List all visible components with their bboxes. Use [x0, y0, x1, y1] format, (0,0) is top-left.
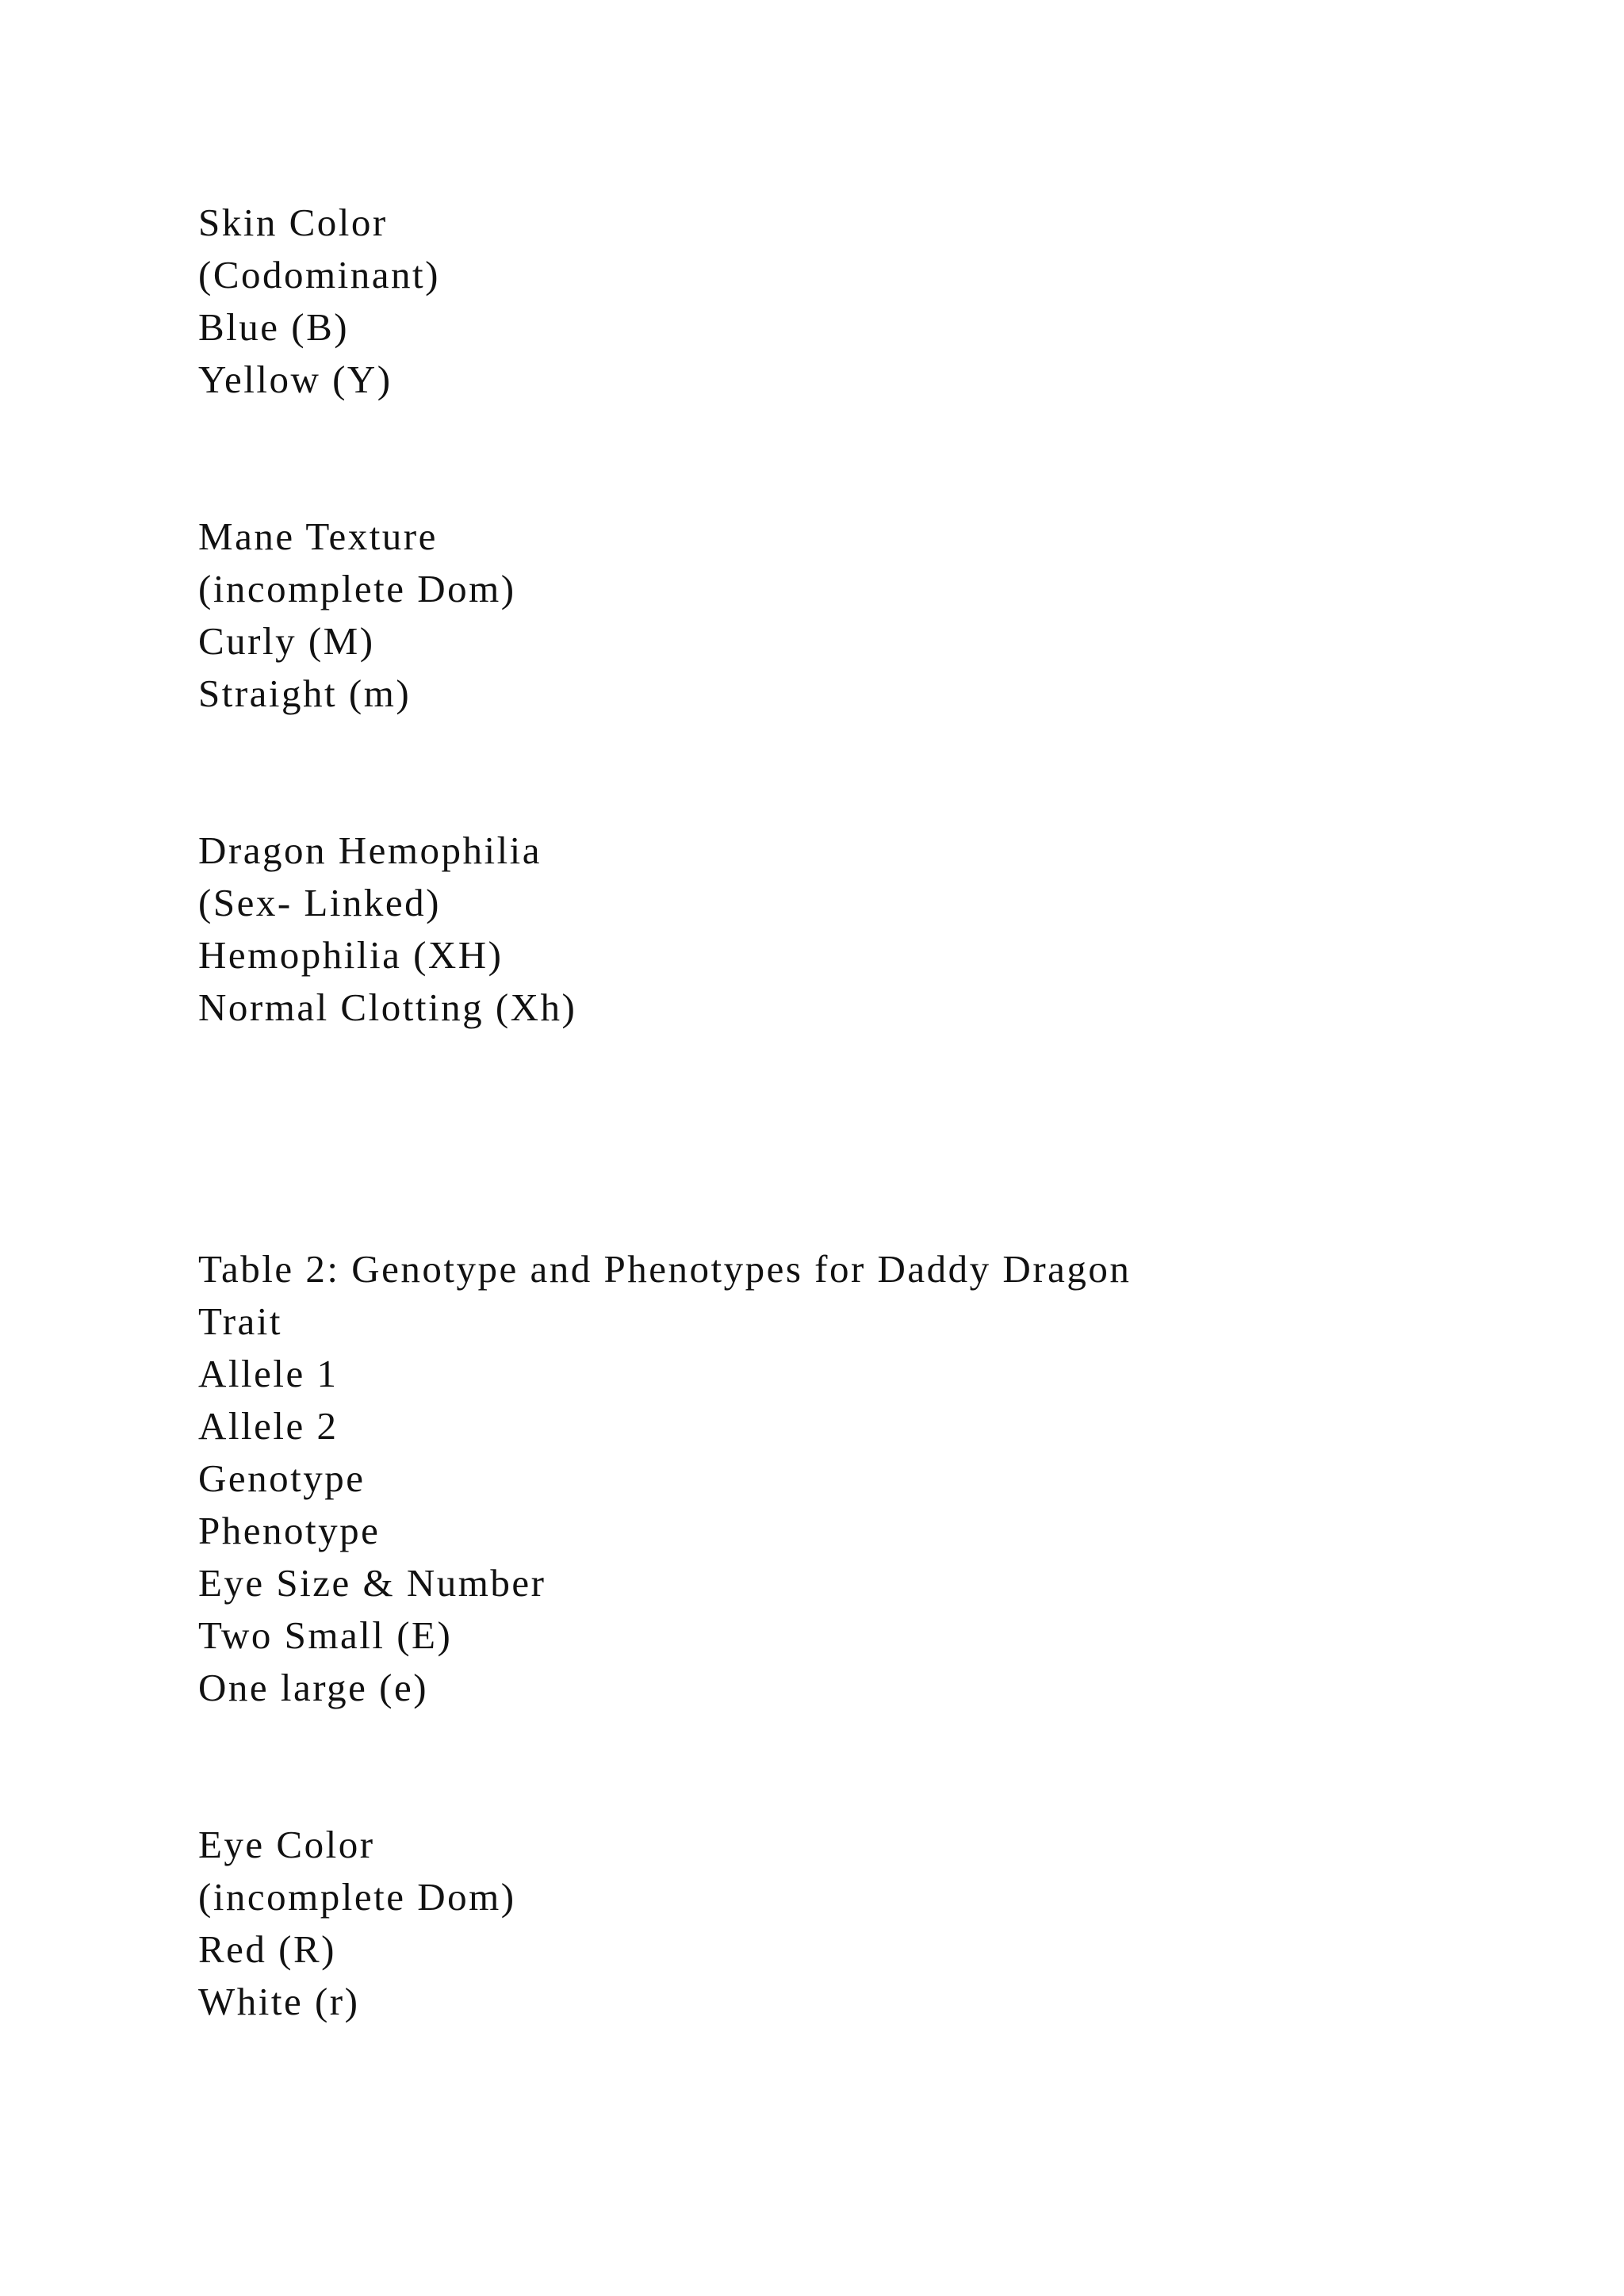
- hemophilia-heading: Dragon Hemophilia: [198, 828, 542, 872]
- mane-texture-allele-straight: Straight (m): [198, 672, 412, 715]
- table-header-phenotype: Phenotype: [198, 1509, 381, 1552]
- eye-size-heading: Eye Size & Number: [198, 1561, 546, 1605]
- hemophilia-allele-normal: Normal Clotting (Xh): [198, 985, 577, 1029]
- eye-color-inheritance: (incomplete Dom): [198, 1875, 516, 1919]
- mane-texture-heading: Mane Texture: [198, 515, 438, 558]
- eye-color-heading: Eye Color: [198, 1823, 375, 1866]
- mane-texture-inheritance: (incomplete Dom): [198, 567, 516, 610]
- skin-color-allele-blue: Blue (B): [198, 305, 350, 349]
- skin-color-heading: Skin Color: [198, 201, 388, 244]
- hemophilia-inheritance: (Sex- Linked): [198, 881, 441, 924]
- eye-color-allele-red: Red (R): [198, 1927, 336, 1971]
- mane-texture-allele-curly: Curly (M): [198, 619, 375, 663]
- skin-color-allele-yellow: Yellow (Y): [198, 358, 393, 401]
- eye-size-allele-one-large: One large (e): [198, 1666, 429, 1709]
- table-header-trait: Trait: [198, 1299, 283, 1343]
- eye-size-allele-two-small: Two Small (E): [198, 1613, 453, 1657]
- table-header-genotype: Genotype: [198, 1456, 366, 1500]
- eye-color-allele-white: White (r): [198, 1980, 360, 2023]
- table-header-allele-1: Allele 1: [198, 1352, 339, 1395]
- hemophilia-allele-affected: Hemophilia (XH): [198, 933, 504, 977]
- skin-color-inheritance: (Codominant): [198, 253, 440, 297]
- table-header-allele-2: Allele 2: [198, 1404, 339, 1448]
- table-title: Table 2: Genotype and Phenotypes for Daddy Dragon: [198, 1247, 1132, 1291]
